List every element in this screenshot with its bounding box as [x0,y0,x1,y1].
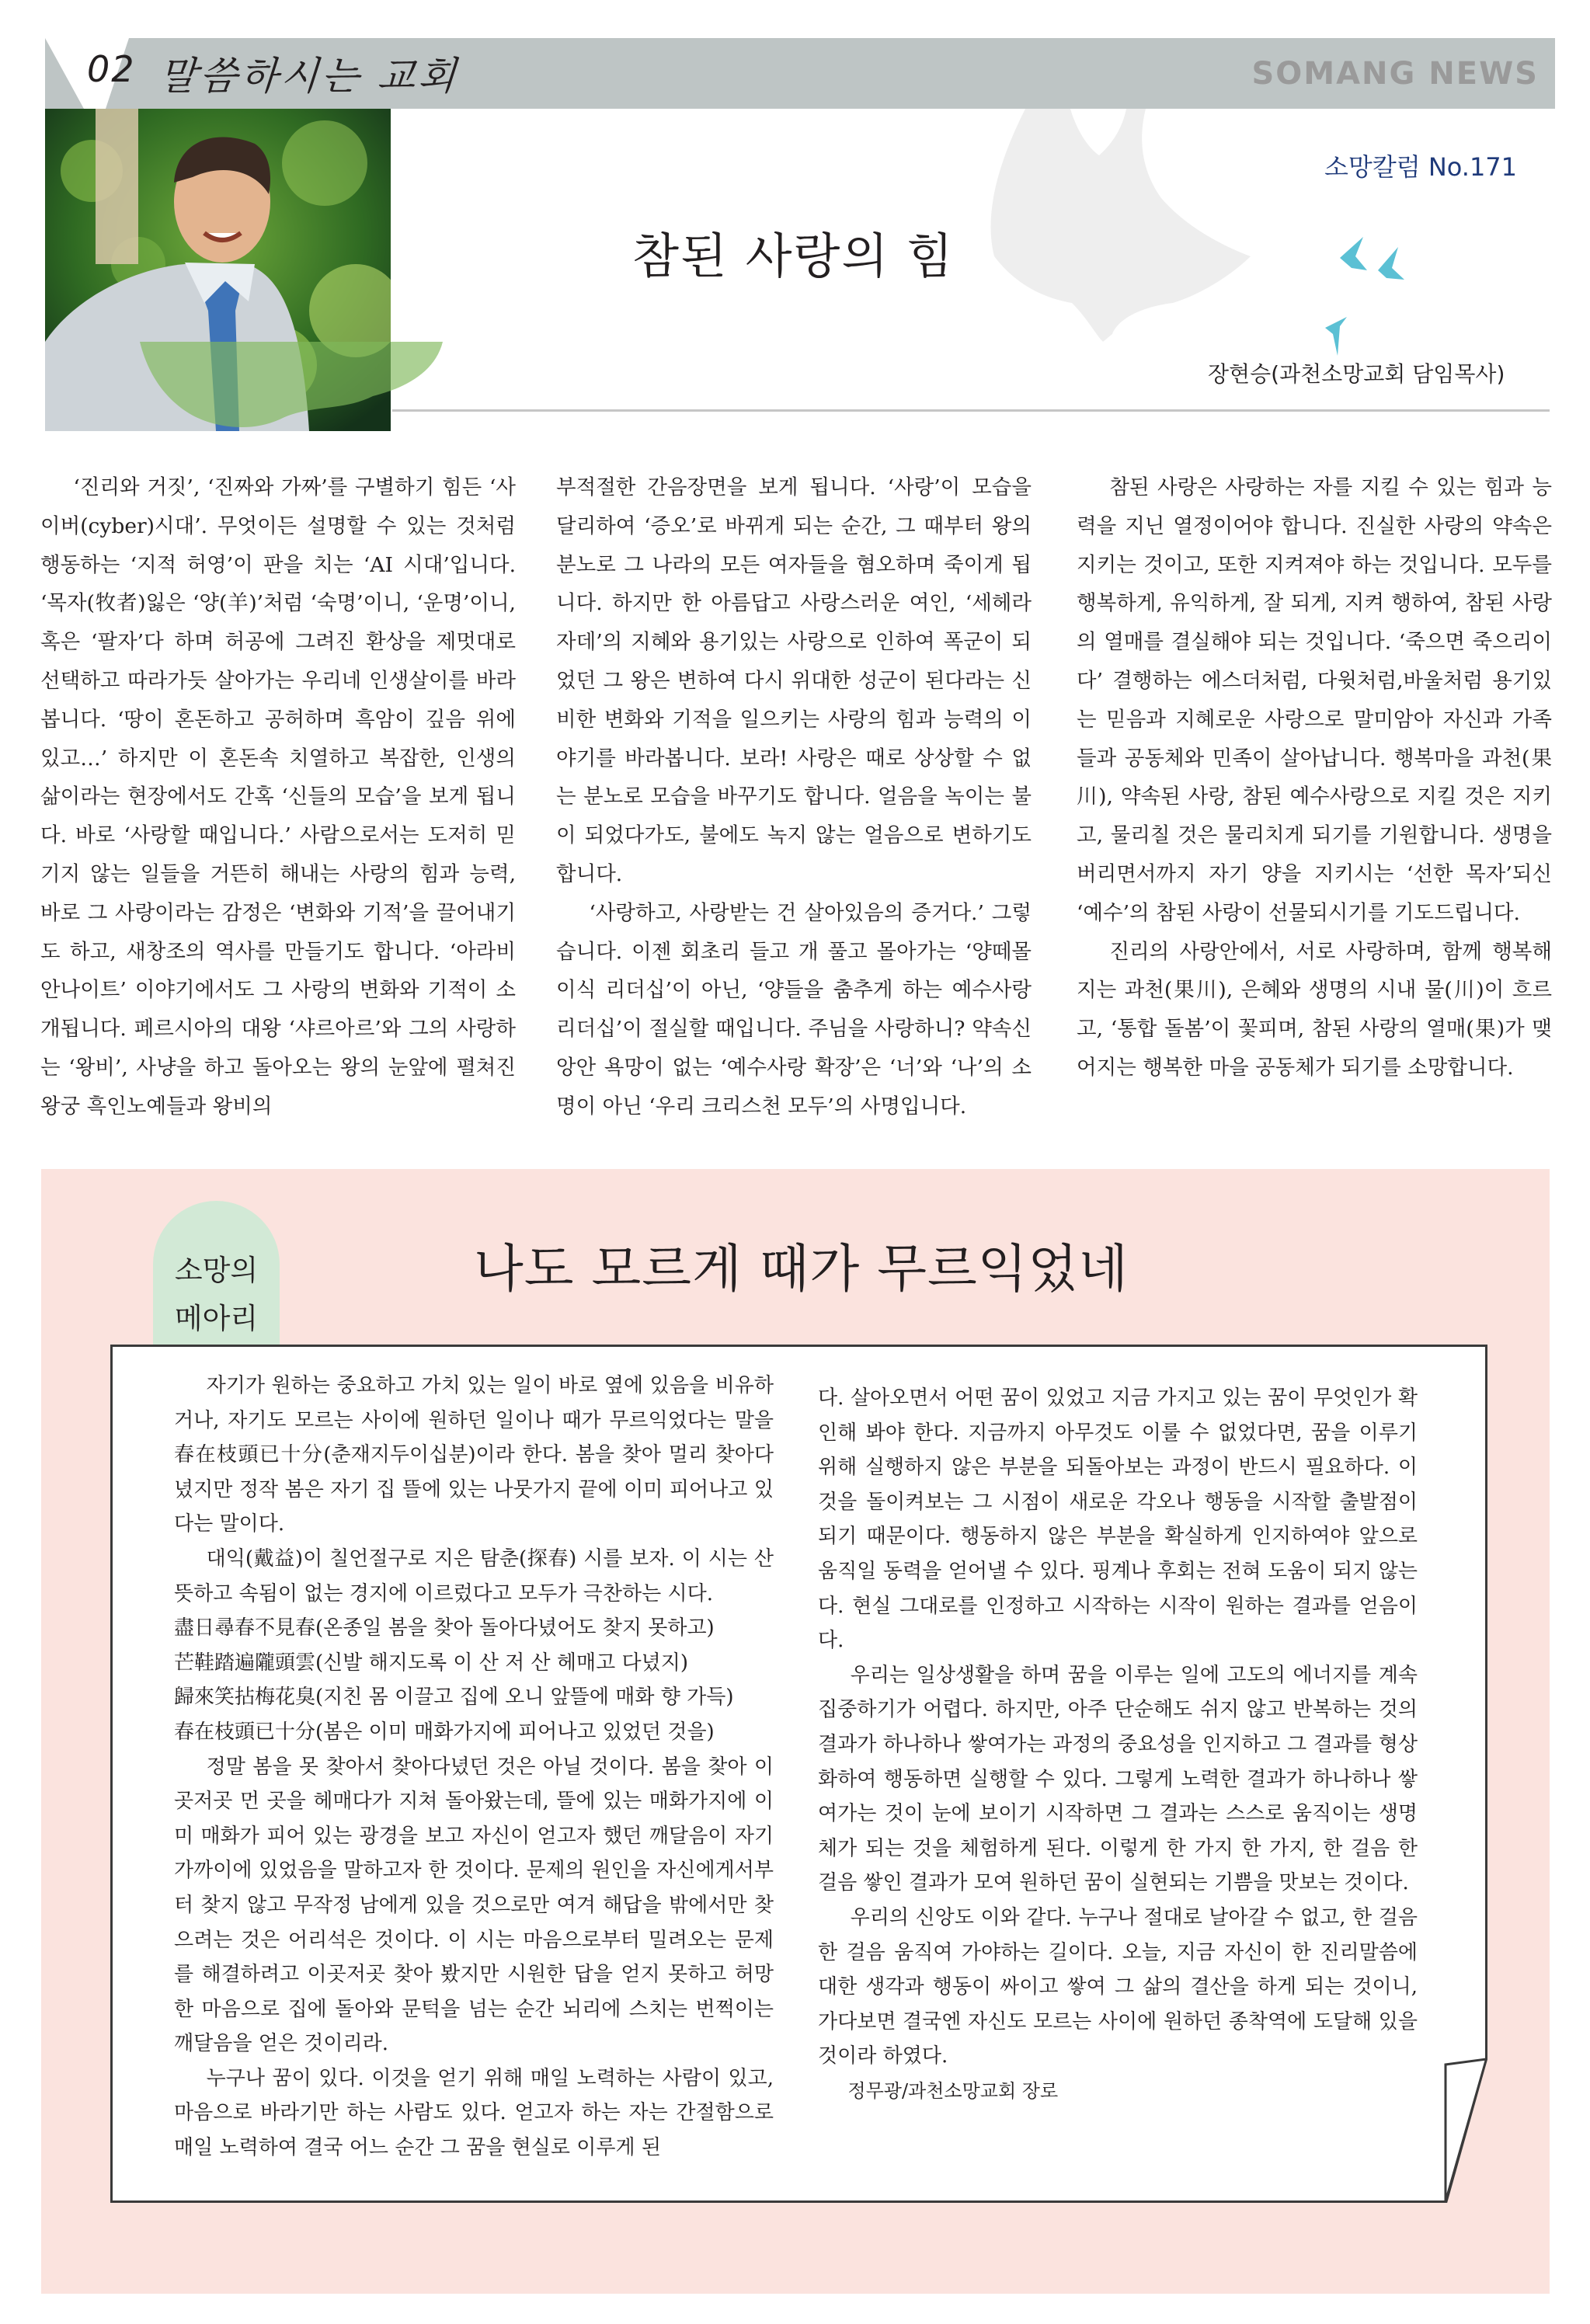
meditation-paragraph: 누구나 꿈이 있다. 이것을 얻기 위해 매일 노력하는 사람이 있고, 마음으로 바라기만 하는 사람도 있다. 얻고자 하는 자는 간절함으로 매일 노력하여 결국 어느 순간 그 꿈을 현실로 이루게 된 [174,2066,774,2160]
poem-line: 歸來笑拈梅花臭(지친 몸 이끌고 집에 오니 앞뜰에 매화 향 가득) [174,1686,734,1710]
poem-line: 芒鞋踏遍隴頭雲(신발 해지도록 이 산 저 산 헤매고 다녔지) [174,1651,688,1675]
poem-line: 盡日尋春不見春(온종일 봄을 찾아 돌아다녔어도 찾지 못하고) [174,1616,715,1640]
meditation-paragraph: 자기가 원하는 중요하고 가치 있는 일이 바로 옆에 있음을 비유하거나, 자기도 모르는 사이에 원하던 일이나 때가 무르익었다는 말을 春在枝頭已十分(춘재지두이십분)이라 한다. 봄을 찾아 멀리 찾아다녔지만 정작 봄은 자기 집 뜰에 있는 나뭇가지 끝에 이미 피어나고 있다는 말이다. [174,1374,774,1536]
article-column-2 [556,468,1032,1126]
meditation-column-right [818,1381,1418,2108]
section-tag-line-2: 메아리 [174,1302,259,1335]
article-column-3 [1077,468,1552,1087]
meditation-column-left [174,1369,774,2166]
meditation-paragraph: 대익(戴益)이 칠언절구로 지은 탐춘(探春) 시를 보자. 이 시는 산뜻하고 속됨이 없는 경지에 이르렀다고 모두가 극찬하는 시다. [174,1546,774,1606]
title-divider [392,409,1550,412]
article-paragraph: ‘진리와 거짓’, ‘진짜와 가짜’를 구별하기 힘든 ‘사이버(cyber)시대’. 무엇이든 설명할 수 있는 것처럼 행동하는 ‘지적 허영’이 판을 치는 ‘AI 시대’입니다. ‘목자(牧者)잃은 ‘양(羊)’처럼 ‘숙명’이니, ‘운명’이니, 혹은 ‘팔자’다 하며 허공에 그려진 환상을 제멋대로 선택하고 따라가듯 살아가는 우리네 인생살이를 바라봅니다. ‘땅이 혼돈하고 공허하며 흑암이 깊음 위에 있고…’ 하지만 이 혼돈속 치열하고 복잡한, 인생의 삶이라는 현장에서도 간혹 ‘신들의 모습’을 보게 됩니다. 바로 ‘사랑할 때입니다.’ 사람으로서는 도저히 믿기지 않는 일들을 거뜬히 해내는 사랑의 힘과 능력, 바로 그 사랑이라는 감정은 ‘변화와 기적’을 끌어내기도 하고, 새창조의 역사를 만들기도 합니다. ‘아라비안나이트’ 이야기에서도 그 사랑의 변화와 기적이 소개됩니다. 페르시아의 대왕 ‘샤르아르’와 그의 사랑하는 ‘왕비’, 사냥을 하고 돌아오는 왕의 눈앞에 펼쳐진 왕궁 흑인노예들과 왕비의 [40,475,516,1119]
meditation-paragraph: 다. 살아오면서 어떤 꿈이 있었고 지금 가지고 있는 꿈이 무엇인가 확인해 봐야 한다. 지금까지 아무것도 이룰 수 없었다면, 꿈을 이루기 위해 실행하지 않은 부분을 되돌아보는 과정이 반드시 필요하다. 이것을 돌이켜보는 그 시점이 새로운 각오나 행동을 시작할 출발점이 되기 때문이다. 행동하지 않은 부분을 확실하게 인지하여야 앞으로 움직일 동력을 얻어낼 수 있다. 핑계나 후회는 전혀 도움이 되지 않는다. 현실 그대로를 인정하고 시작하는 시작이 원하는 결과를 얻음이다. [818,1386,1418,1653]
meditation-title: 나도 모르게 때가 무르익었네 [474,1239,1129,1299]
meditation-paragraph: 우리는 일상생활을 하며 꿈을 이루는 일에 고도의 에너지를 계속 집중하기가 어렵다. 하지만, 아주 단순해도 쉬지 않고 반복하는 것의 결과가 하나하나 쌓여가는 과정의 중요성을 인지하고 그 결과를 형상화하여 행동하면 실행할 수 있다. 그렇게 노력한 결과가 하나하나 쌓여가는 것이 눈에 보이기 시작하면 그 결과는 스스로 움직이는 생명체가 되는 것을 체험하게 된다. 이렇게 한 가지 한 가지, 한 걸음 한 걸음 쌓인 결과가 모여 원하던 꿈이 실현되는 기쁨을 맛보는 것이다. [818,1663,1418,1895]
section-title: 말씀하시는 교회 [157,54,461,99]
article-paragraph: 부적절한 간음장면을 보게 됩니다. ‘사랑’이 모습을 달리하여 ‘증오’로 바뀌게 되는 순간, 그 때부터 왕의 분노로 그 나라의 모든 여자들을 혐오하며 죽이게 됩니다. 하지만 한 아름답고 사랑스러운 여인, ‘세헤라자데’의 지혜와 용기있는 사랑으로 인하여 폭군이 되었던 그 왕은 변하여 다시 위대한 성군이 된다라는 신비한 변화와 기적을 일으키는 사랑의 힘과 능력의 이야기를 바라봅니다. 보라! 사랑은 때로 상상할 수 없는 분노로 모습을 바꾸기도 합니다. 얼음을 녹이는 불이 되었다가도, 불에도 녹지 않는 얼음으로 변하기도 합니다. [556,475,1032,886]
article-paragraph: 진리의 사랑안에서, 서로 사랑하며, 함께 행복해지는 과천(果川), 은혜와 생명의 시내 물(川)이 흐르고, ‘통합 돌봄’이 꽃피며, 참된 사랑의 열매(果)가 맺어지는 행복한 마을 공동체가 되기를 소망합니다. [1077,939,1552,1080]
brand-logo-text: SOMANG NEWS [1251,56,1539,92]
article-title [0,217,1590,287]
article-column-1 [40,468,516,1126]
meditation-author-signature: 정무광/과천소망교회 장로 [847,2079,1059,2102]
section-tag-label [153,1247,280,1343]
article-paragraph: 참된 사랑은 사랑하는 자를 지킬 수 있는 힘과 능력을 지닌 열정이어야 합니다. 진실한 사랑의 약속은 지키는 것이고, 또한 지켜져야 하는 것입니다. 모두를 행복하게, 유익하게, 잘 되게, 지켜 행하여, 참된 사랑의 열매를 결실해야 되는 것입니다. ‘죽으면 죽으리이다’ 결행하는 에스더처럼, 다윗처럼,바울처럼 용기있는 믿음과 지혜로운 사랑으로 말미암아 자신과 가족들과 공동체와 민족이 살아납니다. 행복마을 과천(果川), 약속된 사랑, 참된 예수사랑으로 지킬 것은 지키고, 물리칠 것은 물리치게 되기를 기원합니다. 생명을 버리면서까지 자기 양을 지키시는 ‘선한 목자’되신 ‘예수’의 참된 사랑이 선물되시기를 기도드립니다. [1077,475,1552,925]
poem-line: 春在枝頭已十分(봄은 이미 매화가지에 피어나고 있었던 것을) [174,1720,715,1744]
meditation-paragraph: 정말 봄을 못 찾아서 찾아다녔던 것은 아닐 것이다. 봄을 찾아 이곳저곳 먼 곳을 헤매다가 지쳐 돌아왔는데, 뜰에 있는 매화가지에 이미 매화가 피어 있는 광경을 보고 자신이 얻고자 했던 깨달음이 자기 가까이에 있었음을 말하고자 한 것이다. 문제의 원인을 자신에게서부터 찾지 않고 무작정 남에게 있을 것으로만 여겨 해답을 밖에서만 찾으려는 것은 어리석은 것이다. 이 시는 마음으로부터 밀려오는 문제를 해결하려고 이곳저곳 찾아 봤지만 시원한 답을 얻지 못하고 허망한 마음으로 집에 돌아와 문턱을 넘는 순간 뇌리에 스치는 번쩍이는 깨달음을 얻은 것이리라. [174,1755,774,2056]
section-number: 02 [87,48,136,90]
green-watercolor-splash [140,342,443,435]
column-number-label: 소망칼럼 No.171 [1324,152,1518,182]
article-title-text: 참된 사랑의 힘 [632,228,955,284]
meditation-paragraph: 우리의 신앙도 이와 같다. 누구나 절대로 날아갈 수 없고, 한 걸음 한 걸음 움직여 가야하는 길이다. 오늘, 지금 자신이 한 진리말씀에 대한 생각과 행동이 싸이고 쌓여 그 삶의 결산을 하게 되는 것이니, 가다보면 결국엔 자신도 모르는 사이에 원하던 종착역에 도달해 있을 것이라 하였다. [818,1905,1418,2068]
section-tag-line-1: 소망의 [174,1254,259,1287]
article-paragraph: ‘사랑하고, 사랑받는 건 살아있음의 증거다.’ 그렇습니다. 이젠 회초리 들고 개 풀고 몰아가는 ‘양떼몰이식 리더십’이 아닌, ‘양들을 춤추게 하는 예수사랑 리더십’이 절실할 때입니다. 주님을 사랑하니? 약속신앙안 욕망이 없는 ‘예수사랑 확장’은 ‘너’와 ‘나’의 소명이 아닌 ‘우리 크리스천 모두’의 사명입니다. [556,900,1032,1119]
author-byline: 장현승(과천소망교회 담임목사) [1208,361,1505,387]
